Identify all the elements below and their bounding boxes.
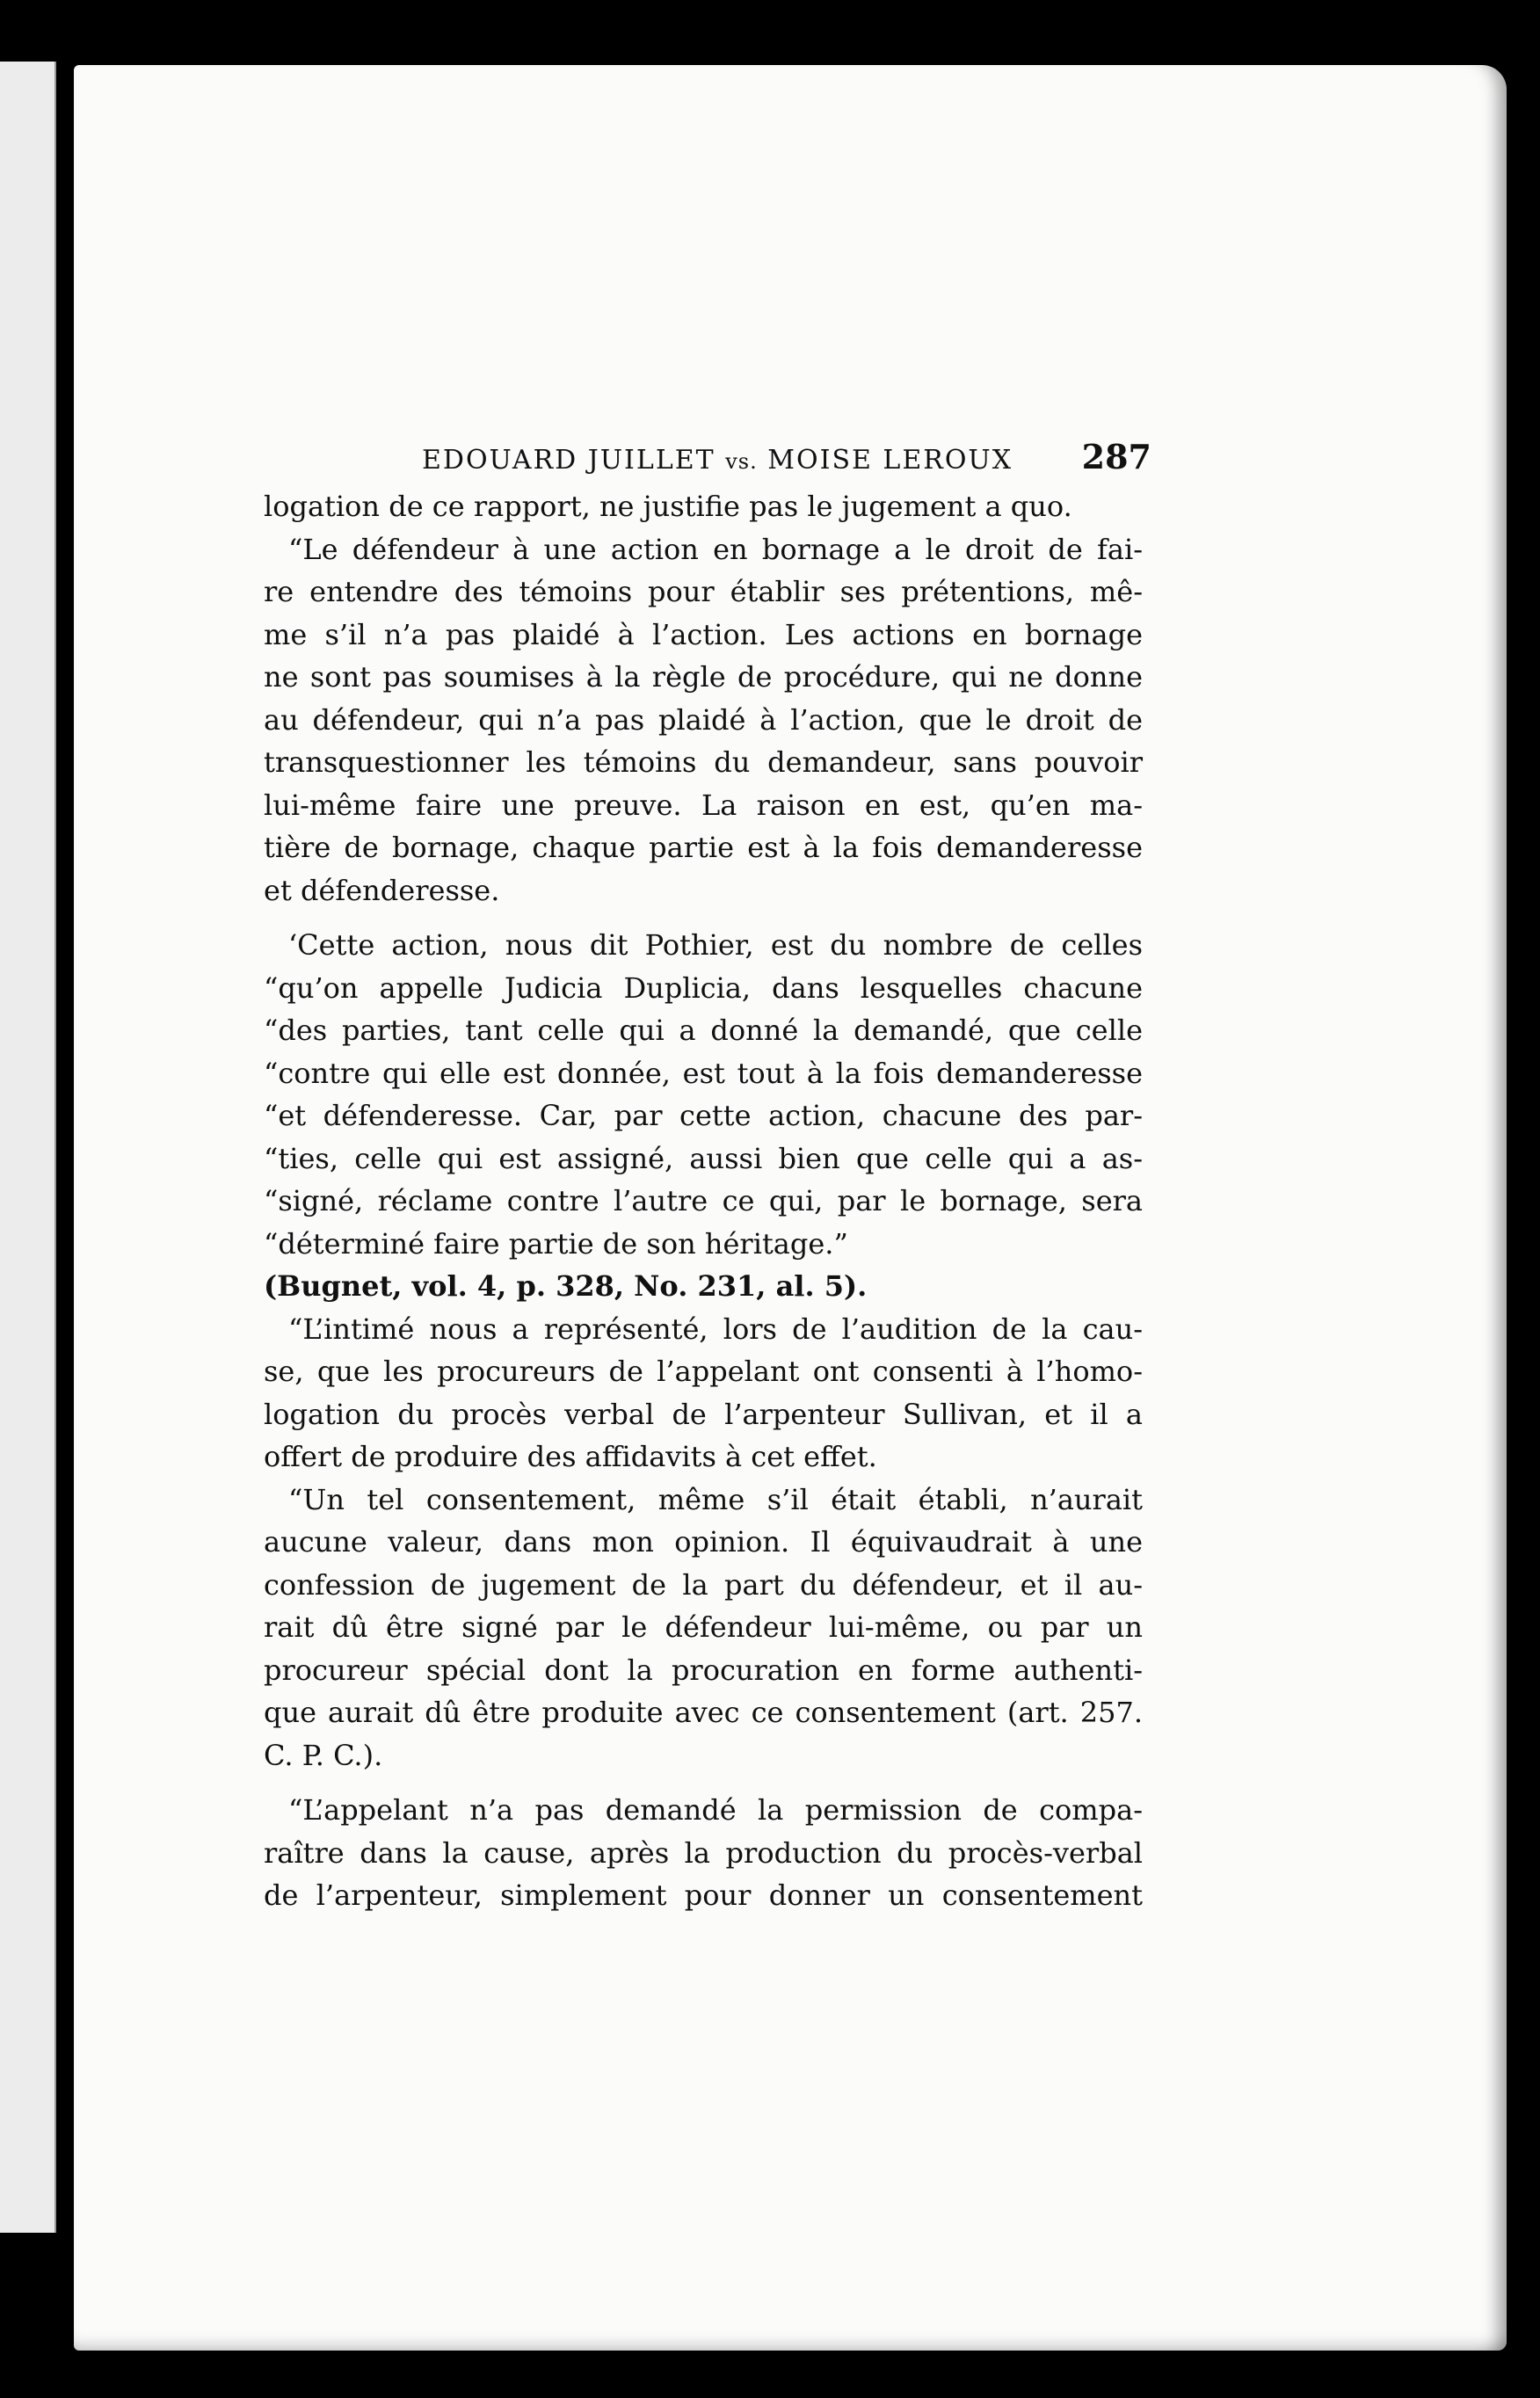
text-line: se, que les procureurs de l’appelant ont consenti à l’homo- <box>264 1355 1143 1388</box>
paragraph-continuation <box>264 485 1143 528</box>
text-line: “contre qui elle est donnée, est tout à la fois demanderesse <box>264 1056 1143 1090</box>
running-title-plaintiff: EDOUARD JUILLET <box>422 445 716 476</box>
text-line: “Un tel consentement, même s’il était établi, n’aurait <box>288 1482 1143 1516</box>
text-line: “qu’on appelle Judicia Duplicia, dans lesquelles chacune <box>264 970 1143 1005</box>
text-line: au défendeur, qui n’a pas plaidé à l’action, que le droit de <box>264 702 1143 737</box>
text-line: “Le défendeur à une action en bornage a le droit de fai- <box>288 532 1143 566</box>
text-line: rait dû être signé par le défendeur lui-même, ou par un <box>264 1610 1143 1644</box>
text-line: raître dans la cause, après la production du procès-verbal <box>264 1835 1143 1870</box>
text-line: ‘Cette action, nous dit Pothier, est du nombre de celles <box>288 928 1143 962</box>
running-title-defendant: MOISE LEROUX <box>767 445 1013 476</box>
paragraph-appelant <box>264 1789 1143 1917</box>
text-line: “déterminé faire partie de son héritage.” <box>264 1226 848 1261</box>
text-line: transquestionner les témoins du demandeur, sans pouvoir <box>264 745 1143 779</box>
text-line: “L’intimé nous a représenté, lors de l’audition de la cau- <box>288 1312 1143 1346</box>
text-line: ne sont pas soumises à la règle de procédure, qui ne donne <box>264 660 1143 694</box>
text-line: logation du procès verbal de l’arpenteur Sullivan, et il a <box>264 1397 1143 1431</box>
citation-bugnet <box>264 1265 1143 1308</box>
paragraph-intime <box>264 1308 1143 1479</box>
text-line: de l’arpenteur, simplement pour donner un consentement <box>264 1878 1143 1912</box>
text-line: procureur spécial dont la procuration en forme authenti- <box>264 1653 1143 1687</box>
text-line: lui-même faire une preuve. La raison en est, qu’en ma- <box>264 788 1143 822</box>
paragraph-consentement <box>264 1479 1143 1777</box>
text-line: “signé, réclame contre l’autre ce qui, par le bornage, sera <box>264 1184 1143 1217</box>
text-line: “des parties, tant celle qui a donné la demandé, que celle <box>264 1014 1143 1047</box>
text-line: C. P. C.). <box>264 1738 383 1772</box>
text-line: offert de produire des affidavits à cet effet. <box>264 1440 877 1473</box>
running-title-vs: vs. <box>725 449 758 474</box>
text-line: aucune valeur, dans mon opinion. Il équivaudrait à une <box>264 1525 1143 1559</box>
text-line: “L’appelant n’a pas demandé la permission de compa- <box>288 1793 1143 1827</box>
running-title <box>422 440 1013 483</box>
text-line: et défenderesse. <box>264 873 500 907</box>
text-line: logation de ce rapport, ne justifie pas le jugement a quo. <box>264 490 1072 523</box>
facing-page-edge <box>0 62 56 2233</box>
text-line: confession de jugement de la part du défendeur, et il au- <box>264 1567 1143 1602</box>
text-line: “et défenderesse. Car, par cette action, chacune des par- <box>264 1099 1143 1132</box>
text-line: re entendre des témoins pour établir ses prétentions, mê- <box>264 575 1143 608</box>
text-line: “ties, celle qui est assigné, aussi bien que celle qui a as- <box>264 1141 1143 1175</box>
paragraph-bornage-rule <box>264 528 1143 912</box>
text-line: que aurait dû être produite avec ce consentement (art. 257. <box>264 1696 1143 1729</box>
paragraph-pothier-quote <box>264 924 1143 1265</box>
text-line: tière de bornage, chaque partie est à la fois demanderesse <box>264 831 1143 864</box>
page-text <box>264 436 1151 1917</box>
text-line: me s’il n’a pas plaidé à l’action. Les actions en bornage <box>264 617 1143 651</box>
running-head <box>264 436 1151 480</box>
page-number: 287 <box>1081 437 1151 476</box>
text-line: (Bugnet, vol. 4, p. 328, No. 231, al. 5). <box>264 1269 868 1303</box>
